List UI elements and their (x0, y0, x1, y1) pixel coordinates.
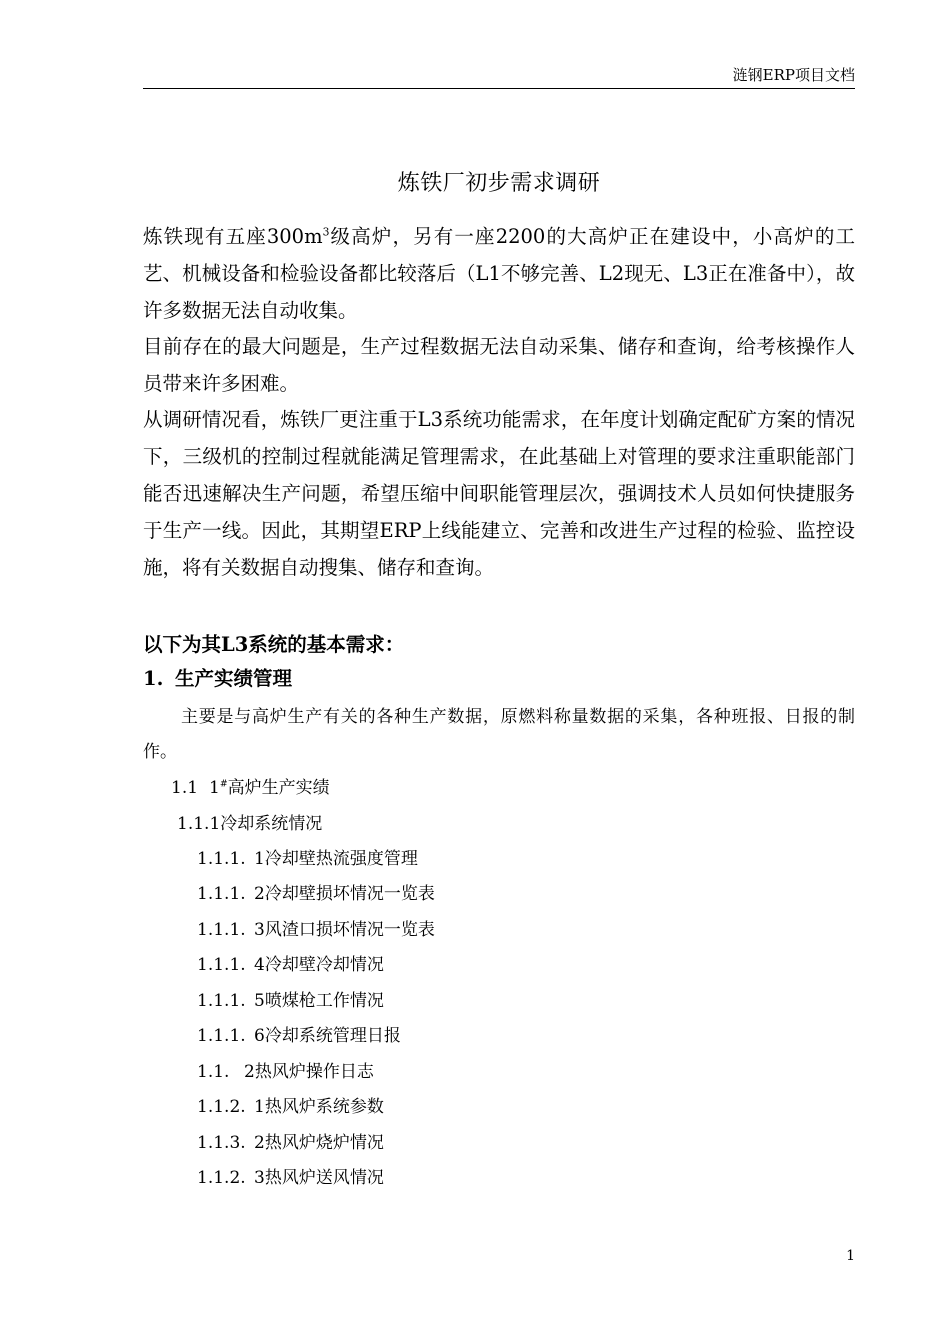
page-number: 1 (846, 1248, 855, 1264)
section-description: 主要是与高炉生产有关的各种生产数据，原燃料称量数据的采集，各种班报、日报的制作。 (143, 707, 855, 762)
toc-label: 3热风炉送风情况 (254, 1168, 384, 1188)
toc-superscript: # (219, 778, 228, 790)
toc-item (197, 918, 435, 942)
toc-label: 2冷却壁损坏情况一览表 (254, 884, 435, 904)
paragraph-problem: 目前存在的最大问题是，生产过程数据无法自动采集、储存和查询，给考核操作人员带来许多困难。 (143, 335, 855, 395)
toc-label: 5喷煤枪工作情况 (254, 991, 384, 1011)
toc-number: 1.1.1. (197, 920, 246, 940)
toc-item-level2 (171, 776, 330, 800)
paragraph-findings: 从调研情况看，炼铁厂更注重于L3系统功能需求，在年度计划确定配矿方案的情况下，三级机的控制过程就能满足管理需求，在此基础上对管理的要求注重职能部门能否迅速解决生产问题，希望压缩中间职能管理层次，强调技术人员如何快捷服务于生产一线。因此，其期望ERP上线能建立、完善和改进生产过程的检验、监控设施，将有关数据自动搜集、储存和查询。 (143, 408, 855, 579)
toc-number: 1.1.3. (197, 1133, 246, 1153)
toc-number: 1.1.1. (197, 884, 246, 904)
toc-label: 4冷却壁冷却情况 (254, 955, 384, 975)
toc-label: 6冷却系统管理日报 (254, 1026, 401, 1046)
toc-number: 1.1 (171, 778, 199, 798)
toc-item (197, 1060, 374, 1084)
toc-item (197, 1095, 384, 1119)
superscript-cubic: 3 (322, 225, 330, 239)
section-title: 生产实绩管理 (175, 667, 293, 690)
toc-label: 冷却系统情况 (220, 814, 323, 834)
paragraph-overview-part2: 级高炉，另有一座2200的大高炉正在建设中，小高炉的工艺、机械设备和检验设备都比较落后（L1不够完善、L2现无、L3正在准备中），故许多数据无法自动收集。 (143, 225, 855, 322)
toc-number: 1.1.2. (197, 1097, 246, 1117)
toc-number: 1.1.1 (177, 814, 221, 834)
toc-label: 2热风炉操作日志 (244, 1062, 374, 1082)
toc-prefix: 1 (209, 778, 220, 798)
paragraph-overview (143, 218, 855, 329)
basic-requirements-heading: 以下为其L3系统的基本需求： (143, 633, 405, 656)
toc-label: 1冷却壁热流强度管理 (254, 849, 418, 869)
toc-item (197, 1131, 384, 1155)
page-header: 涟钢ERP项目文档 (143, 62, 855, 89)
toc-label: 高炉生产实绩 (227, 778, 330, 798)
toc-item (197, 847, 418, 871)
toc-number: 1.1.1. (197, 991, 246, 1011)
toc-number: 1.1.1. (197, 955, 246, 975)
toc-label: 2热风炉烧炉情况 (254, 1133, 384, 1153)
section-number: 1. (143, 667, 164, 690)
page-title: 炼铁厂初步需求调研 (397, 171, 601, 196)
toc-item (197, 1024, 401, 1048)
toc-number: 1.1.1. (197, 1026, 246, 1046)
paragraph-overview-part1: 炼铁现有五座300m (143, 225, 323, 248)
toc-item-level3 (177, 812, 322, 836)
toc-item (197, 1166, 384, 1190)
toc-label: 1热风炉系统参数 (254, 1097, 384, 1117)
toc-label: 3风渣口损坏情况一览表 (254, 920, 435, 940)
toc-number: 1.1.1. (197, 849, 246, 869)
toc-item (197, 882, 435, 906)
toc-number: 1.1.2. (197, 1168, 246, 1188)
toc-item (197, 953, 384, 977)
section-heading (143, 660, 855, 697)
toc-number: 1.1. (197, 1062, 230, 1082)
toc-item (197, 989, 384, 1013)
